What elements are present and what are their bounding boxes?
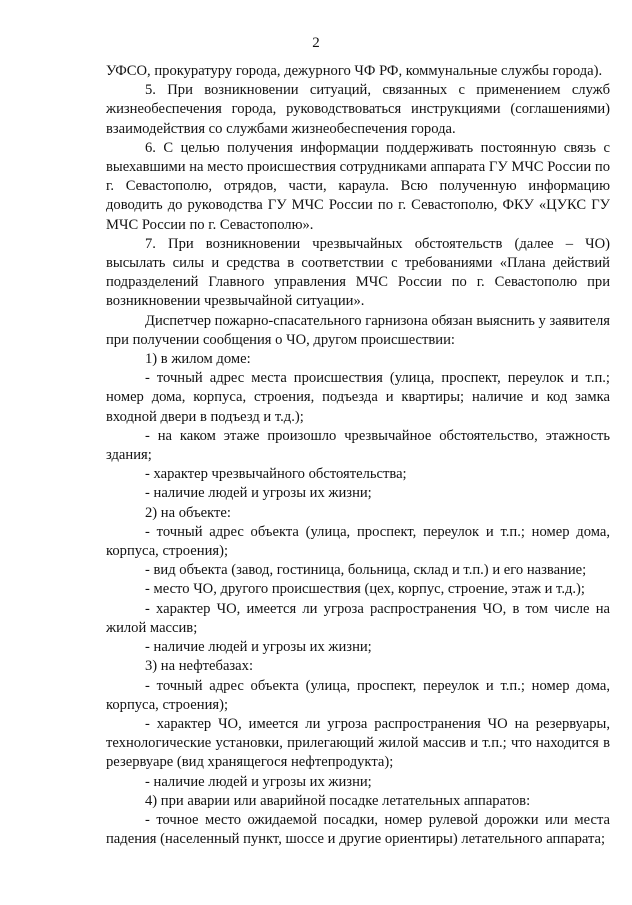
list-item: - характер ЧО, имеется ли угроза распространения ЧО, в том числе на жилой массив; xyxy=(106,600,610,636)
list-item: - точный адрес объекта (улица, проспект, переулок и т.п.; номер дома, корпуса, строения); xyxy=(106,523,610,560)
list-item: - место ЧО, другого происшествия (цех, корпус, строение, этаж и т.д.); xyxy=(145,581,585,598)
list-item: - характер ЧО, имеется ли угроза распространения ЧО на резервуары, технологические установки, прилегающий жилой массив и т.п.; что находится в резервуаре (вид хранящегося нефтепродукта); xyxy=(106,715,610,771)
list-item: - на каком этаже произошло чрезвычайное обстоятельство, этажность здания; xyxy=(106,427,610,464)
paragraph-item-7: 7. При возникновении чрезвычайных обстоятельств (далее – ЧО) высылать силы и средства в соответствии с требованиями «Плана действий подразделений Главного управления МЧС России по г. Севастополю при возникновении чрезвычайной ситуации». xyxy=(106,235,610,310)
list-item: - характер чрезвычайного обстоятельства; xyxy=(145,466,407,483)
list-heading-aircraft: 4) при аварии или аварийной посадке летательных аппаратов: xyxy=(145,792,531,809)
list-item: - точный адрес объекта (улица, проспект, переулок и т.п.; номер дома, корпуса, строения); xyxy=(106,677,610,713)
paragraph-item-6: 6. С целью получения информации поддерживать постоянную связь с выехавшими на место происшествия сотрудниками аппарата ГУ МЧС России по г. Севастополю, отрядов, части, караула. Всю полученную информацию доводить до руководства ГУ МЧС России по г. Севастополю, ФКУ «ЦУКС ГУ МЧС России по г. Севастополю». xyxy=(106,139,610,233)
paragraph-dispatcher-duties: Диспетчер пожарно-спасательного гарнизона обязан выяснить у заявителя при получении сообщения о ЧО, другом происшествии: xyxy=(106,312,610,348)
list-heading-residential: 1) в жилом доме: xyxy=(145,351,251,368)
paragraph-continuation: УФСО, прокуратуру города, дежурного ЧФ РФ, коммунальные службы города). xyxy=(106,63,603,79)
list-item: - наличие людей и угрозы их жизни; xyxy=(145,773,372,790)
document-body xyxy=(106,62,610,849)
list-item: - точный адрес места происшествия (улица, проспект, переулок и т.п.; номер дома, корпуса, строения, подъезда и квартиры; наличие и код замка входной двери в подъезд и т.д.); xyxy=(106,370,610,425)
list-heading-facility: 2) на объекте: xyxy=(145,504,231,521)
list-heading-oil-depot: 3) на нефтебазах: xyxy=(145,658,254,675)
list-item: - наличие людей и угрозы их жизни; xyxy=(145,639,372,656)
list-item: - вид объекта (завод, гостиница, больница, склад и т.п.) и его название; xyxy=(145,562,587,579)
page-number: 2 xyxy=(312,35,320,51)
list-item: - наличие людей и угрозы их жизни; xyxy=(145,485,372,502)
list-item: - точное место ожидаемой посадки, номер рулевой дорожки или места падения (населенный пункт, шоссе и другие ориентиры) летательного аппарата; xyxy=(106,811,610,848)
paragraph-item-5: 5. При возникновении ситуаций, связанных с применением служб жизнеобеспечения города, руководствоваться инструкциями (соглашениями) взаимодействия со службами жизнеобеспечения города. xyxy=(106,82,610,137)
